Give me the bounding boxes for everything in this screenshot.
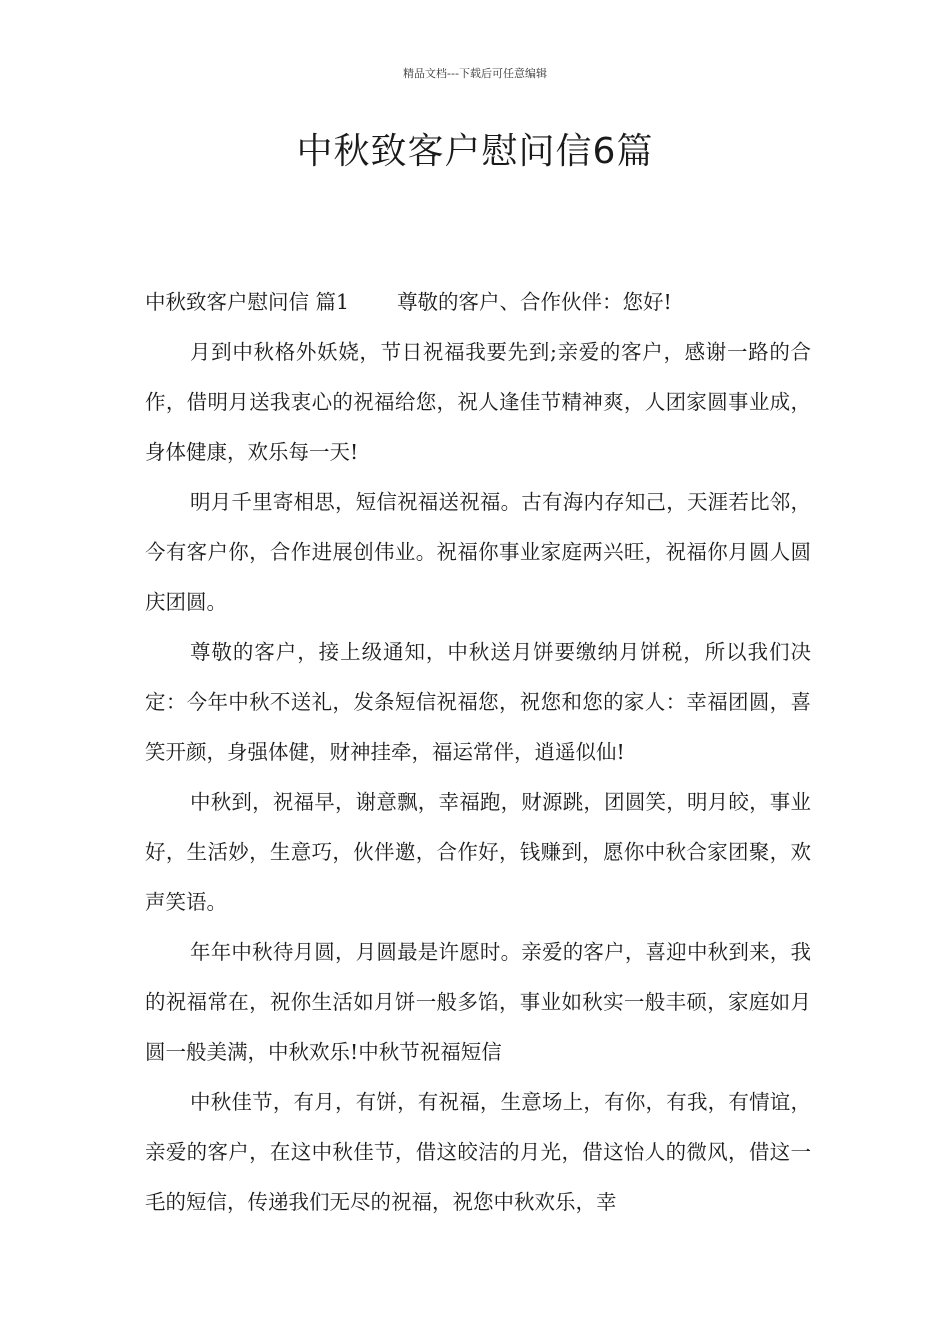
paragraph: 年年中秋待月圆，月圆最是许愿时。亲爱的客户，喜迎中秋到来，我的祝福常在，祝你生活如月饼一般多馅，事业如秋实一般丰硕，家庭如月圆一般美满，中秋欢乐!中秋节祝福短信 [145, 940, 811, 1064]
paragraph: 中秋佳节，有月，有饼，有祝福，生意场上，有你，有我，有情谊，亲爱的客户，在这中秋佳节，借这皎洁的月光，借这怡人的微风，借这一毛的短信，传递我们无尽的祝福，祝您中秋欢乐，幸 [145, 1090, 811, 1214]
page-title: 中秋致客户慰问信6篇 [296, 131, 654, 172]
paragraph: 月到中秋格外妖娆，节日祝福我要先到;亲爱的客户，感谢一路的合作，借明月送我衷心的祝福给您，祝人逢佳节精神爽，人团家圆事业成，身体健康，欢乐每一天! [145, 340, 811, 464]
header-note: 精品文档---下载后可任意编辑 [403, 67, 547, 80]
document-body [145, 277, 811, 1227]
opening-line [145, 277, 811, 327]
greeting: 尊敬的客户、合作伙伴：您好! [397, 290, 672, 314]
section-heading: 中秋致客户慰问信 篇1 [145, 290, 350, 314]
paragraph: 明月千里寄相思，短信祝福送祝福。古有海内存知己，天涯若比邻，今有客户你，合作进展创伟业。祝福你事业家庭两兴旺，祝福你月圆人圆庆团圆。 [145, 490, 811, 614]
paragraph: 中秋到，祝福早，谢意飘，幸福跑，财源跳，团圆笑，明月皎，事业好，生活妙，生意巧，伙伴邀，合作好，钱赚到，愿你中秋合家团聚，欢声笑语。 [145, 790, 811, 914]
paragraph: 尊敬的客户，接上级通知，中秋送月饼要缴纳月饼税，所以我们决定：今年中秋不送礼，发条短信祝福您，祝您和您的家人：幸福团圆，喜笑开颜，身强体健，财神挂牵，福运常伴，逍遥似仙! [145, 640, 811, 764]
